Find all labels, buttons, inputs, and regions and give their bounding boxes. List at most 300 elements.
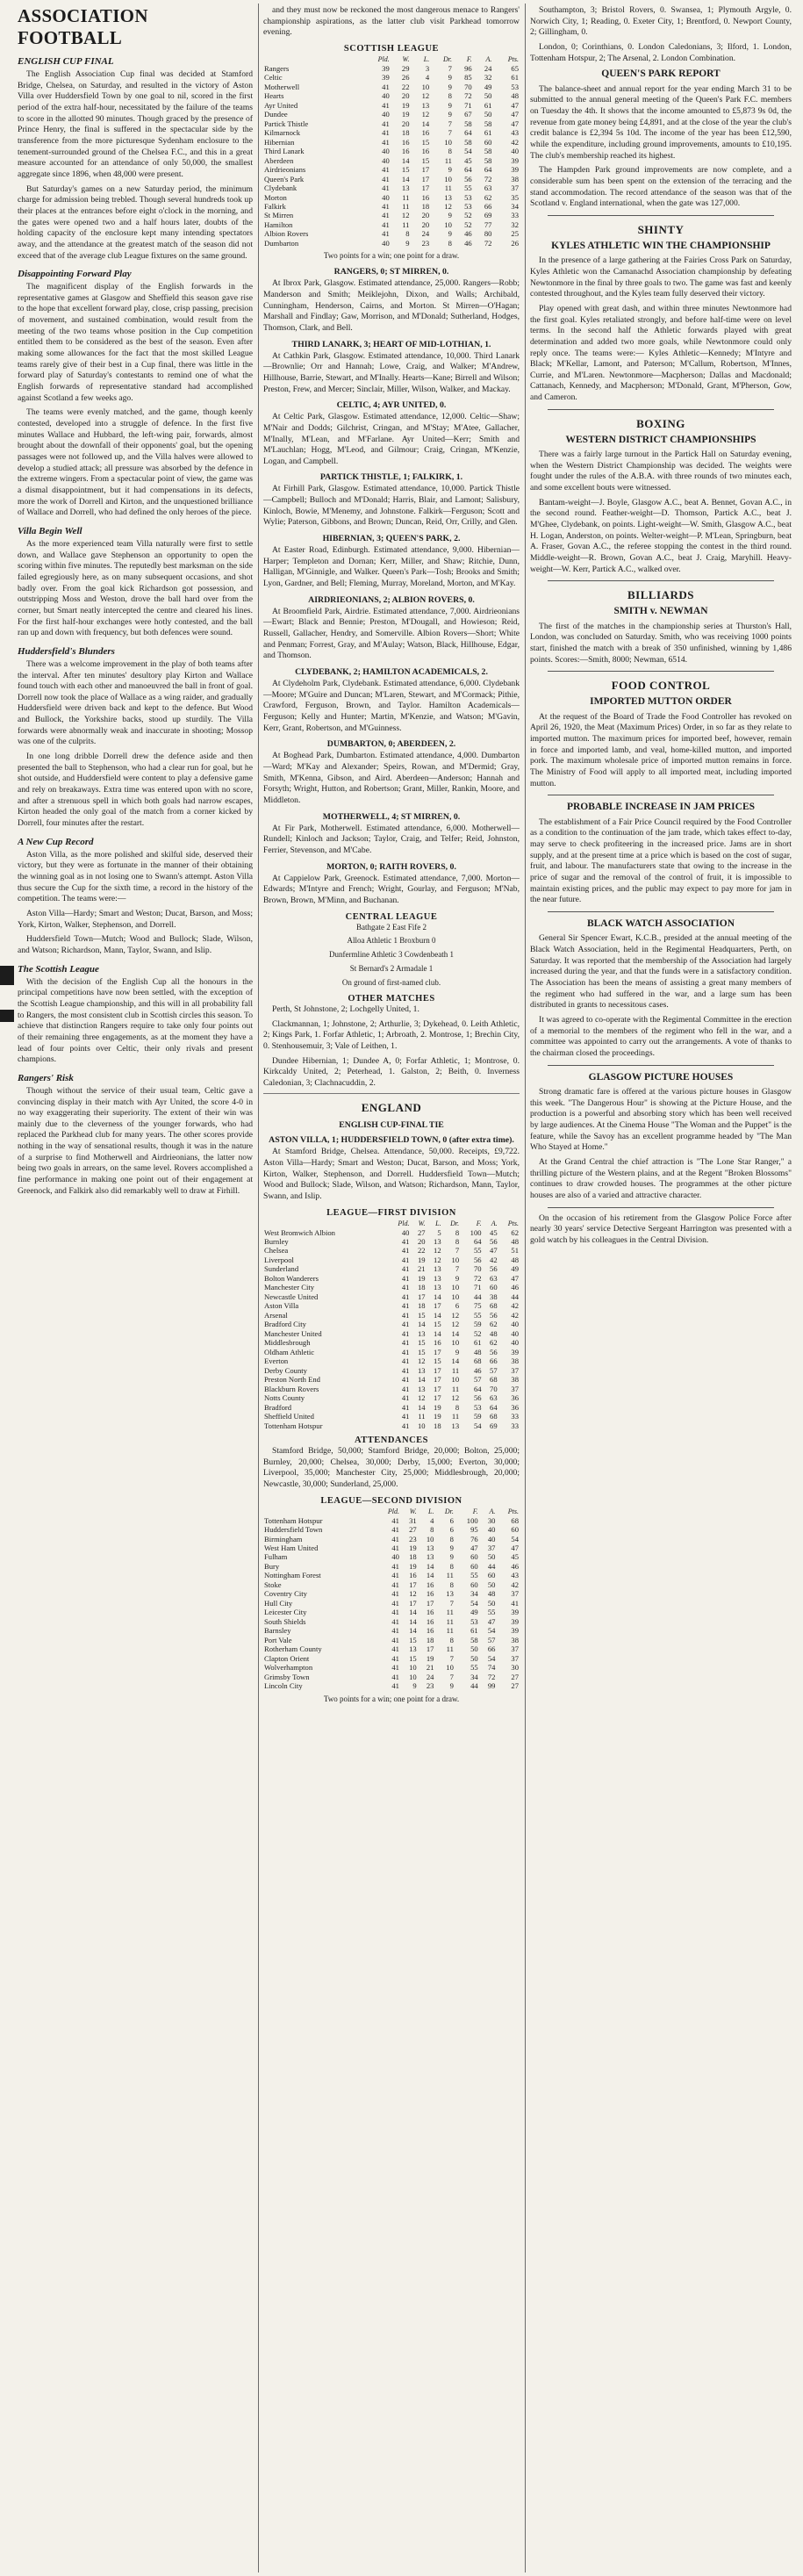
stat-cell: 40 — [487, 1534, 496, 1543]
article-heading: PROBABLE INCREASE IN JAM PRICES — [566, 802, 756, 813]
stat-cell: 41 — [401, 1412, 410, 1421]
table-header-row — [263, 55, 520, 64]
stat-cell: 20 — [401, 119, 410, 128]
stat-cell: 85 — [464, 73, 472, 83]
stat-cell: 9 — [412, 1681, 417, 1691]
team-name-cell: Everton — [264, 1356, 289, 1366]
stat-cell: 27 — [511, 1681, 519, 1691]
team-name-cell: Burnley — [264, 1236, 289, 1246]
stat-cell: 52 — [473, 1328, 482, 1338]
stat-cell: 72 — [464, 91, 472, 101]
stat-cell: 9 — [448, 165, 452, 175]
stat-cell: 55 — [473, 1246, 482, 1256]
stat-cell: 12 — [451, 1320, 460, 1329]
stat-cell: 41 — [401, 1328, 410, 1338]
stat-cell: 50 — [484, 91, 492, 101]
stat-cell: 37 — [511, 1653, 519, 1663]
stat-cell: 66 — [484, 201, 492, 211]
paragraph: At Stamford Bridge, Chelsea. Attendance, 50,000. Receipts, £9,722. Aston Villa—Hardy; Smart and Weston; Ducat, Barson, and Moss; York, Kirton, Walker, Stephenson, and Dorrell. Huddersfield Town—Mutch; Wood and Bullock; Slade, Wilson, and Watson; Richardson, Mann, Taylor, Swann, and Islip. — [263, 1147, 520, 1202]
paragraph: At the request of the Board of Trade the Food Controller has revoked on April 26, 1920, the Meat (Maximum Prices) Order, in so far as they relate to imported mutton. The maximum prices for imported beef, however, remain in force and imported lamb, and veal, home-killed mutton, and imported pork. The maximum wholesale price of imported mutton remains in force. The Ministry of Food will apply to all imported meat, including imported mutton. — [530, 711, 792, 788]
stat-cell: 45 — [490, 1227, 498, 1237]
match-heading: PARTICK THISTLE, 1; FALKIRK, 1. — [319, 472, 463, 483]
stat-cell: 8 — [449, 1534, 454, 1543]
result-line: Alloa Athletic 1 Broxburn 0 — [347, 936, 436, 946]
stat-cell: 61 — [511, 73, 519, 83]
stat-cell: 64 — [473, 1384, 482, 1393]
table-row — [263, 220, 520, 229]
stat-cell: 41 — [382, 183, 390, 193]
table-row — [263, 1654, 520, 1663]
stat-cell: 48 — [487, 1589, 496, 1599]
stat-cell: 56 — [473, 1255, 482, 1264]
result-line: Bathgate 2 East Fife 2 — [356, 922, 427, 932]
paragraph: Clackmannan, 1; Johnstone, 2; Arthurlie, 3; Dykehead, 0. Leith Athletic, 2; Kings Park, 1. Forfar Athletic, 1; Arbroath, 2. Montrose, 1; Brechin City, 0. Stenhousemuir, 3; Vale of Leithen, 1. — [263, 1018, 520, 1051]
table-row — [263, 1311, 520, 1320]
table-row — [263, 1375, 520, 1384]
stat-cell: 7 — [455, 1246, 460, 1256]
stat-cell: 3 — [425, 63, 430, 73]
stat-cell: 10 — [451, 1375, 460, 1385]
team-name-cell: Motherwell — [264, 82, 300, 91]
stat-cell: 16 — [401, 137, 410, 147]
stat-cell: 8 — [449, 1635, 454, 1644]
team-name-cell: West Ham United — [264, 1543, 319, 1552]
stat-cell: 13 — [444, 192, 452, 202]
stat-cell: 41 — [401, 1236, 410, 1246]
stat-cell: 17 — [434, 1365, 441, 1375]
column-2 — [263, 5, 520, 2571]
stat-cell: 77 — [484, 219, 492, 229]
stat-cell: 41 — [382, 128, 390, 138]
stat-cell: 10 — [446, 1663, 454, 1673]
stat-cell: 11 — [446, 1608, 454, 1617]
stat-cell: 14 — [409, 1616, 417, 1626]
stat-cell: 45 — [464, 155, 472, 165]
stat-cell: 40 — [487, 1525, 496, 1535]
stat-cell: 96 — [464, 63, 472, 73]
stat-cell: 17 — [421, 165, 430, 175]
table-row — [263, 1246, 520, 1255]
subheading: The Scottish League — [18, 963, 99, 975]
stat-cell: 8 — [448, 147, 452, 156]
stat-cell: 68 — [490, 1412, 498, 1421]
stat-cell: 95 — [470, 1525, 478, 1535]
stat-cell: 15 — [434, 1320, 441, 1329]
team-name-cell: Barnsley — [264, 1626, 291, 1636]
stat-cell: 61 — [484, 128, 492, 138]
stat-cell: 9 — [448, 110, 452, 119]
stat-cell: 53 — [470, 1616, 478, 1626]
stat-cell: 67 — [464, 110, 472, 119]
stat-cell: 12 — [421, 91, 430, 101]
stat-cell: 13 — [426, 1543, 434, 1552]
league-note: Two points for a win; one point for a draw. — [323, 251, 460, 261]
paragraph: But Saturday's games on a new Saturday period, the minimum charge for admission being trebled. Though several hundreds took up their places at the entrances before eight o'clock in the morning, and the gates were opened two and a half hours later, doubts of the holding capacity of the enclosure kept many intending spectators away, and the attendance at the greatest match of the season did not exceed that of the average club League fixtures on the same ground. — [18, 183, 253, 261]
match-report: At Easter Road, Edinburgh. Estimated attendance, 9,000. Hibernian—Harper; Templeton and Dornan; Kerr, Miller, and Shaw; Ritchie, Dunn, Halligan, M'Ginnigle, and Walker. Queen's Park—Tosh; Brooks and Smith; Lyon, Gardner, and Bell; Fleming, Murray, Moreland, Morton, and M'Kay. — [263, 545, 520, 589]
stat-cell: 25 — [511, 229, 519, 239]
table-row — [263, 138, 520, 147]
paragraph: Perth, St Johnstone, 2; Lochgelly United, 1. — [272, 1004, 419, 1014]
team-name-cell: Derby County — [264, 1365, 307, 1375]
stat-cell: 56 — [464, 174, 472, 183]
stat-cell: 41 — [391, 1644, 399, 1654]
stat-cell: 99 — [487, 1681, 496, 1691]
stat-cell: 11 — [402, 219, 410, 229]
match-heading: MOTHERWELL, 4; ST MIRREN, 0. — [322, 811, 461, 822]
stat-cell: 24 — [484, 63, 492, 73]
stat-cell: 41 — [401, 1375, 410, 1385]
stat-cell: 41 — [391, 1543, 399, 1552]
result-line: St Bernard's 2 Armadale 1 — [349, 964, 434, 974]
stat-cell: 9 — [448, 229, 452, 239]
table-row — [263, 1562, 520, 1571]
table-row — [263, 1283, 520, 1292]
stat-cell: 34 — [470, 1589, 478, 1599]
stat-cell: 68 — [490, 1301, 498, 1311]
stat-cell: 41 — [382, 219, 390, 229]
team-name-cell: Bradford — [264, 1402, 292, 1412]
stat-cell: 63 — [484, 183, 492, 193]
stat-cell: 10 — [444, 219, 452, 229]
paragraph: At the Grand Central the chief attraction is "The Lone Star Ranger," a thrilling picture of the Western plains, and at the Regent "Broken Blossoms" continues to draw crowded houses. The programmes at the other picture houses are also of a varied and attractive character. — [530, 1156, 792, 1200]
stat-cell: 39 — [511, 155, 519, 165]
stat-cell: 12 — [417, 1393, 426, 1403]
team-name-cell: Dundee — [264, 110, 288, 119]
stat-cell: 11 — [446, 1644, 454, 1654]
stat-cell: 16 — [426, 1616, 434, 1626]
stat-cell: 72 — [484, 238, 492, 248]
stat-cell: 41 — [511, 1598, 519, 1608]
stat-cell: 46 — [511, 1283, 519, 1292]
stat-cell: 40 — [382, 147, 390, 156]
team-name-cell: Falkirk — [264, 201, 286, 211]
stat-cell: 27 — [409, 1525, 417, 1535]
stat-cell: 80 — [484, 229, 492, 239]
stat-cell: 37 — [487, 1543, 496, 1552]
stat-cell: 18 — [401, 128, 410, 138]
team-name-cell: Dumbarton — [264, 238, 299, 248]
match-heading: MORTON, 0; RAITH ROVERS, 0. — [326, 861, 456, 872]
stat-cell: 41 — [391, 1681, 399, 1691]
table-row — [263, 156, 520, 165]
stat-cell: 23 — [426, 1681, 434, 1691]
stat-cell: 14 — [409, 1608, 417, 1617]
stat-cell: 57 — [490, 1365, 498, 1375]
match-report: At Firhill Park, Glasgow. Estimated attendance, 10,000. Partick Thistle—Campbell; Bulloch and M'Donald; Harris, Blair, and Lamont; Salisbury, Kinloch, Bowie, M'Menemy, and Johnstone. Falkirk—Ferguson; Scott and Wylie; Paterson, Gibbons, and Brown; Duncan, Reid, Orr, Crilly, and Glen. — [263, 484, 520, 528]
stat-cell: 7 — [448, 128, 452, 138]
paragraph: In the presence of a large gathering at the Fairies Cross Park on Saturday, Kyles Athletic won the Camanachd Association championship by defeating Newtonmore in the final by three goals to two. The game was fast and keenly contested throughout, and the Kyles team fully deserved their victory. — [530, 255, 792, 299]
stat-cell: 62 — [484, 192, 492, 202]
table-row — [263, 1589, 520, 1598]
stat-cell: 13 — [434, 1236, 441, 1246]
stat-cell: 40 — [391, 1552, 399, 1562]
stat-cell: 10 — [444, 137, 452, 147]
stat-cell: 41 — [391, 1579, 399, 1589]
table-row — [263, 73, 520, 82]
stat-cell: 38 — [490, 1292, 498, 1301]
column-header — [263, 55, 362, 64]
stat-cell: 22 — [401, 82, 410, 91]
match-report: At Broomfield Park, Airdrie. Estimated attendance, 7,000. Airdrieonians—Ewart; Black and Bennie; Preston, M'Dougall, and Howieson; Reid, Russell, Gallacher, Hendry, and Somerville. Albion Rovers—Short; White and Penman; Forrest, Gray, and M'Aulay; Watson, Black, Hillhouse, Edgar, and Thomson. — [263, 606, 520, 661]
stat-cell: 10 — [451, 1338, 460, 1348]
stat-cell: 17 — [426, 1598, 434, 1608]
column-3 — [530, 5, 792, 2571]
stat-cell: 17 — [421, 174, 430, 183]
stat-cell: 9 — [448, 100, 452, 110]
table-row — [263, 1256, 520, 1264]
stat-cell: 8 — [455, 1236, 460, 1246]
stat-cell: 32 — [511, 219, 519, 229]
table-row — [263, 1320, 520, 1328]
stat-cell: 60 — [470, 1561, 478, 1571]
first-division-table — [263, 1220, 520, 1430]
paragraph: The first of the matches in the championship series at Thurston's Hall, London, was concluded on Saturday. Smith, who was receiving 1000 points start, finished the match with a break of 350 unfinished, winning by 1,486 points. Scores:—Smith, 8000; Newman, 6514. — [530, 621, 792, 665]
stat-cell: 41 — [382, 165, 390, 175]
stat-cell: 100 — [466, 1515, 478, 1525]
table-row — [263, 1599, 520, 1608]
divider — [263, 1093, 520, 1094]
stat-cell: 40 — [401, 1227, 410, 1237]
paragraph: As the more experienced team Villa naturally were first to settle down, and Wallace gave Stephenson an opportunity to open the scoring within five minutes. The reputedly best marksman on the side failed egregiously here, as on many subsequent occasions, and shot badly over. From the goal kick Richardson got possession, and outstripping Moss and Weston, drove the ball hard over from the corner, but Smart neatly intercepted the centre and cleared his lines. For the first half-hour exchanges were hotly contested, and the ball ran up and down with frequency, but both defences were sound. — [18, 538, 253, 638]
table-row — [263, 1535, 520, 1543]
section-title: BILLIARDS — [627, 588, 695, 602]
stat-cell: 38 — [511, 1375, 519, 1385]
stat-cell: 15 — [401, 165, 410, 175]
stat-cell: 57 — [487, 1635, 496, 1644]
stat-cell: 8 — [405, 229, 410, 239]
stat-cell: 57 — [473, 1375, 482, 1385]
stat-cell: 19 — [417, 1255, 426, 1264]
team-name-cell: Tottenham Hotspur — [264, 1515, 323, 1525]
stat-cell: 11 — [446, 1571, 454, 1580]
column-header: L. — [428, 1507, 434, 1515]
second-division-title: LEAGUE—SECOND DIVISION — [320, 1495, 462, 1506]
stat-cell: 14 — [426, 1571, 434, 1580]
league-note: Two points for a win; one point for a draw. — [323, 1694, 460, 1703]
stat-cell: 41 — [401, 1402, 410, 1412]
stat-cell: 75 — [473, 1301, 482, 1311]
stat-cell: 53 — [473, 1402, 482, 1412]
stat-cell: 41 — [401, 1310, 410, 1320]
stat-cell: 47 — [487, 1616, 496, 1626]
table-row — [263, 1421, 520, 1430]
stat-cell: 41 — [382, 229, 390, 239]
stat-cell: 45 — [511, 1552, 519, 1562]
stat-cell: 14 — [434, 1310, 441, 1320]
divider — [548, 580, 774, 581]
article-heading: IMPORTED MUTTON ORDER — [590, 696, 732, 708]
table-row — [263, 1516, 520, 1525]
stat-cell: 9 — [448, 82, 452, 91]
stat-cell: 14 — [401, 174, 410, 183]
stat-cell: 54 — [511, 1534, 519, 1543]
section-title: SHINTY — [637, 222, 685, 236]
stat-cell: 36 — [511, 1393, 519, 1403]
stat-cell: 49 — [484, 82, 492, 91]
table-row — [263, 1608, 520, 1616]
stat-cell: 40 — [382, 91, 390, 101]
table-row — [263, 1636, 520, 1644]
table-row — [263, 1356, 520, 1365]
stat-cell: 11 — [451, 1365, 460, 1375]
team-name-cell: Grimsby Town — [264, 1672, 310, 1681]
team-name-cell: Hull City — [264, 1598, 293, 1608]
paragraph: Play opened with great dash, and within three minutes Newtonmore had the first goal. Kyles retaliated strongly, and before half-time were on level terms. In the second half the Athletic forwards played with great determination and added two more goals, while Newtonmore could only reply once. The teams were:— Kyles Athletic—Kennedy; M'Intyre and Black; M'Kellar, Lamont, and Paterson; M'Callum, Robertson, M'Innes, Currie, and M'Laren. Newtonmore—Macpherson; Dallas and Macdonald; Cattanach, Kennedy, and Macpherson; M'Donald, Grant, M'Pherson, Gow, and Cameron. — [530, 303, 792, 403]
stat-cell: 41 — [401, 1246, 410, 1256]
stat-cell: 56 — [490, 1310, 498, 1320]
stat-cell: 18 — [417, 1301, 426, 1311]
stat-cell: 8 — [449, 1561, 454, 1571]
stat-cell: 24 — [421, 229, 430, 239]
stat-cell: 61 — [473, 1338, 482, 1348]
stat-cell: 41 — [401, 1421, 410, 1430]
stat-cell: 48 — [490, 1328, 498, 1338]
stat-cell: 15 — [417, 1347, 426, 1356]
table-row — [263, 64, 520, 73]
result-line: On ground of first-named club. — [341, 978, 441, 987]
stat-cell: 51 — [511, 1246, 519, 1256]
stat-cell: 17 — [434, 1375, 441, 1385]
team-name-cell: Huddersfield Town — [264, 1525, 323, 1535]
stat-cell: 41 — [391, 1589, 399, 1599]
stat-cell: 55 — [470, 1571, 478, 1580]
stat-cell: 7 — [449, 1672, 454, 1681]
table-row — [263, 1393, 520, 1402]
stat-cell: 4 — [430, 1515, 434, 1525]
stat-cell: 11 — [444, 155, 452, 165]
stat-cell: 38 — [511, 1635, 519, 1644]
column-1 — [18, 5, 253, 2571]
stat-cell: 66 — [490, 1356, 498, 1366]
stat-cell: 62 — [511, 1227, 519, 1237]
team-name-cell: Hearts — [264, 91, 284, 101]
table-row — [263, 1338, 520, 1347]
stat-cell: 30 — [487, 1515, 496, 1525]
column-header: Pts. — [507, 1507, 519, 1515]
stat-cell: 41 — [391, 1571, 399, 1580]
table-row — [263, 91, 520, 100]
stat-cell: 8 — [455, 1402, 460, 1412]
stat-cell: 42 — [511, 1310, 519, 1320]
stat-cell: 55 — [473, 1310, 482, 1320]
stat-cell: 72 — [484, 174, 492, 183]
stat-cell: 23 — [409, 1534, 417, 1543]
table-row — [263, 1681, 520, 1690]
stat-cell: 41 — [391, 1525, 399, 1535]
stat-cell: 44 — [470, 1681, 478, 1691]
paragraph: In one long dribble Dorrell drew the defence aside and then presented the ball to Stephenson, who had a clear run for goal, but he shot outside, and Huddersfield were content to play a defensive game and rely on breakaways. Extra time was entered upon with no score, and after a strenuous spell in which both goals had narrow escapes, Kirton headed the only goal of the match from a corner kicked by Dorrell, four minutes after the restart. — [18, 752, 253, 829]
stat-cell: 48 — [511, 91, 519, 101]
stat-cell: 44 — [511, 1292, 519, 1301]
column-rule — [258, 4, 259, 2572]
stat-cell: 36 — [511, 1402, 519, 1412]
stat-cell: 9 — [449, 1552, 454, 1562]
stat-cell: 47 — [511, 1543, 519, 1552]
column-header: Pts. — [507, 1219, 519, 1227]
stat-cell: 64 — [484, 165, 492, 175]
stat-cell: 41 — [401, 1292, 410, 1301]
stat-cell: 41 — [391, 1598, 399, 1608]
stat-cell: 76 — [470, 1534, 478, 1543]
paragraph: Dundee Hibernian, 1; Dundee A, 0; Forfar Athletic, 1; Montrose, 0. Kirkcaldy United, 2; Peterhead, 1. Galston, 2; Beith, 0. Inverness Caledonian, 3; Clachnacuddin, 2. — [263, 1055, 520, 1088]
match-heading: RANGERS, 0; ST MIRREN, 0. — [333, 267, 449, 277]
stat-cell: 17 — [434, 1301, 441, 1311]
team-name-cell: Hibernian — [264, 137, 295, 147]
stat-cell: 19 — [409, 1561, 417, 1571]
stat-cell: 9 — [455, 1273, 460, 1283]
stat-cell: 7 — [448, 63, 452, 73]
first-division-title: LEAGUE—FIRST DIVISION — [326, 1207, 456, 1218]
team-name-cell: Manchester United — [264, 1328, 322, 1338]
stat-cell: 41 — [401, 1356, 410, 1366]
stat-cell: 38 — [511, 174, 519, 183]
match-heading: ASTON VILLA, 1; HUDDERSFIELD TOWN, 0 (after extra time). — [269, 1135, 514, 1146]
stat-cell: 17 — [434, 1347, 441, 1356]
stat-cell: 40 — [382, 155, 390, 165]
paragraph: Aston Villa—Hardy; Smart and Weston; Ducat, Barson, and Moss; York, Kirton, Walker, Stephenson, and Dorrell. — [18, 908, 253, 930]
stat-cell: 14 — [417, 1375, 426, 1385]
team-name-cell: Bradford City — [264, 1320, 306, 1329]
stat-cell: 16 — [421, 147, 430, 156]
table-row — [263, 1644, 520, 1653]
stat-cell: 41 — [391, 1663, 399, 1673]
stat-cell: 13 — [409, 1644, 417, 1654]
stat-cell: 53 — [464, 192, 472, 202]
table-row — [263, 101, 520, 110]
team-name-cell: Middlesbrough — [264, 1338, 311, 1348]
team-name-cell: Blackburn Rovers — [264, 1384, 319, 1393]
stat-cell: 41 — [401, 1283, 410, 1292]
table-row — [263, 1329, 520, 1338]
stat-cell: 68 — [490, 1375, 498, 1385]
match-heading: CLYDEBANK, 2; HAMILTON ACADEMICALS, 2. — [295, 667, 488, 677]
table-row — [263, 119, 520, 128]
stat-cell: 9 — [455, 1347, 460, 1356]
match-report: At Ibrox Park, Glasgow. Estimated attendance, 25,000. Rangers—Robb; Manderson and Smith; Meiklejohn, Dixon, and Walls; Archibald, Cunningham, Henderson, Cairns, and Morton. St Mirren—O'Hagan; Marshall and Findlay; Gaw, Morrison, and M'Donald; Sutherland, Hodges, Thomson, Clark, and Bell. — [263, 278, 520, 333]
stat-cell: 34 — [470, 1672, 478, 1681]
stat-cell: 15 — [421, 155, 430, 165]
stat-cell: 15 — [417, 1338, 426, 1348]
column-header: Pld. — [377, 54, 390, 63]
paragraph: London, 0; Corinthians, 0. London Caledonians, 3; Ilford, 1. London, Tottenham Hotspur, 2; The Arsenal, 2. London Combination. — [530, 41, 792, 63]
subheading: A New Cup Record — [18, 836, 94, 847]
table-row — [263, 193, 520, 202]
team-name-cell: Manchester City — [264, 1283, 315, 1292]
paragraph: and they must now be reckoned the most dangerous menace to Rangers' championship aspirations, as the latter club visit Parkhead tomorrow evening. — [263, 5, 520, 38]
stat-cell: 41 — [391, 1672, 399, 1681]
table-row — [263, 83, 520, 91]
stat-cell: 18 — [421, 201, 430, 211]
stat-cell: 41 — [401, 1320, 410, 1329]
stat-cell: 50 — [470, 1644, 478, 1654]
stat-cell: 46 — [464, 229, 472, 239]
stat-cell: 13 — [434, 1283, 441, 1292]
attendance-title: ATTENDANCES — [354, 1436, 429, 1446]
stat-cell: 26 — [511, 238, 519, 248]
table-row — [263, 165, 520, 174]
paragraph: The establishment of a Fair Price Council required by the Food Controller as a condition to the continuation of the jam trade, which takes effect to-day, may serve to check profiteering in the increased price. Jams are in short supply, and at the present time at a price which is based on the cost of sugar, fruit, and labour. The manufacturers state that owing to the increase in the price of sugar and the removal of the control of fruit, it is impossible to maintain existing prices, and the public may expect to pay more for jam in the near future. — [530, 817, 792, 905]
subheading: Huddersfield's Blunders — [18, 645, 115, 657]
stat-cell: 66 — [487, 1644, 496, 1654]
stat-cell: 44 — [487, 1561, 496, 1571]
stat-cell: 9 — [449, 1681, 454, 1691]
stat-cell: 35 — [511, 192, 519, 202]
team-name-cell: Sunderland — [264, 1264, 299, 1274]
stat-cell: 58 — [464, 137, 472, 147]
table-row — [263, 175, 520, 183]
table-row — [263, 1264, 520, 1273]
stat-cell: 42 — [490, 1255, 498, 1264]
